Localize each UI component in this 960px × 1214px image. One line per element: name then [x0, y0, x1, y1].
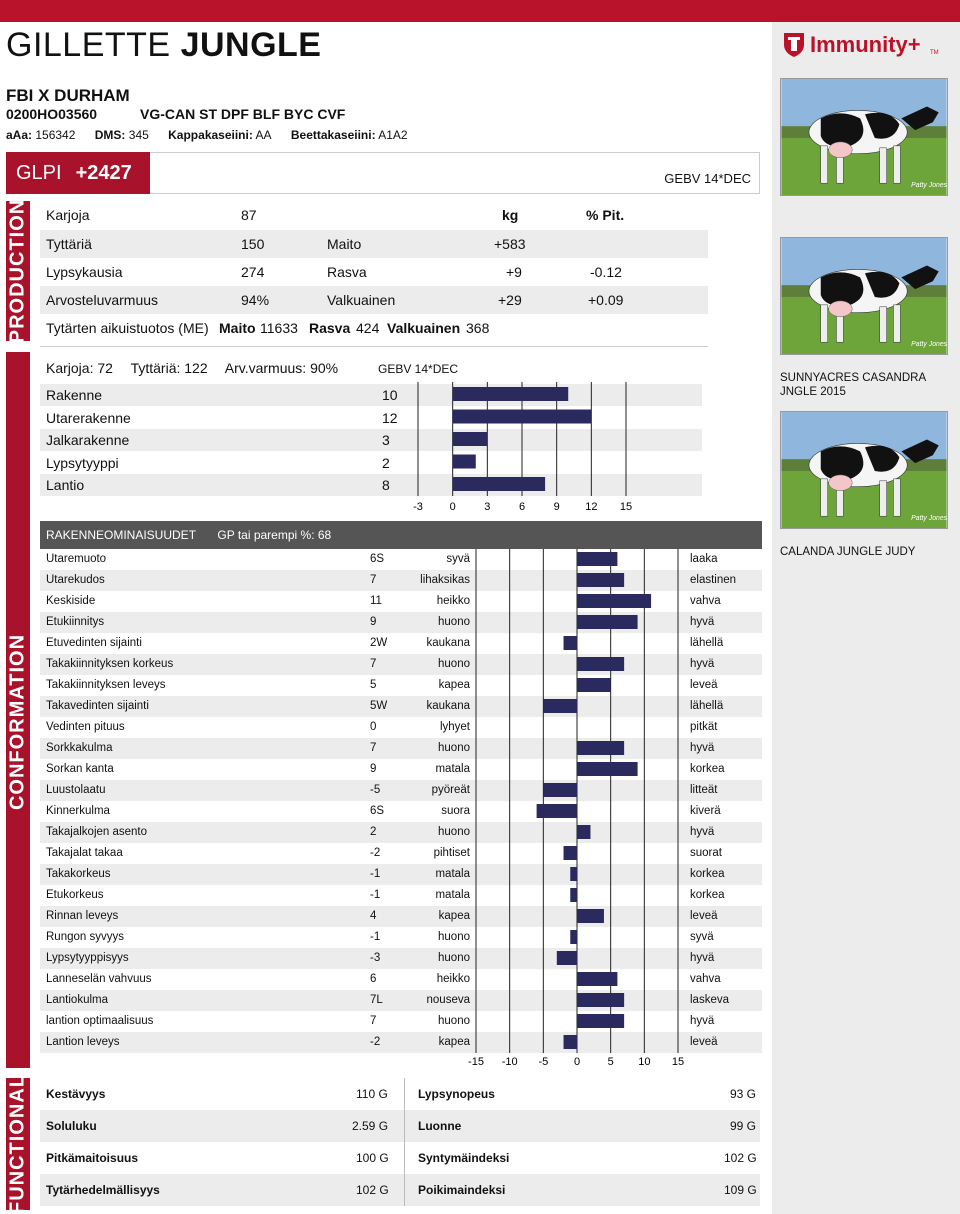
trait-value: -2: [370, 1036, 381, 1048]
row-label: Lypsykausia: [46, 264, 123, 280]
trait-low-label: kapea: [438, 1036, 470, 1048]
trait-value: 9: [370, 763, 377, 775]
trait-bar: [564, 1035, 577, 1049]
trait-name: Sorkan kanta: [46, 763, 114, 775]
type-bar: [453, 410, 592, 424]
dms-label: DMS:: [94, 128, 126, 142]
photo-credit: Patty Jones: [911, 515, 948, 523]
axis-tick-label: 5: [607, 1056, 614, 1068]
pct-header: % Pit.: [586, 207, 625, 223]
functional-row: [40, 1078, 760, 1110]
trait-bar: [570, 867, 577, 881]
herds-label: Karjoja: [46, 207, 90, 223]
linear-traits-chart: [460, 549, 700, 1069]
trait-value: -1: [370, 868, 381, 880]
trait-bar: [537, 804, 577, 818]
photo-column: [772, 22, 960, 1214]
trait-value: 7: [370, 1015, 377, 1027]
me-valk-value: 368: [466, 320, 490, 336]
type-row-value: 3: [382, 432, 390, 448]
type-daughters: Tyttäriä: 122: [130, 360, 208, 376]
trait-value: 11: [370, 595, 382, 607]
trait-name: Takajalkojen asento: [46, 826, 148, 838]
row-label: Arvosteluvarmuus: [46, 292, 159, 308]
func-value: 102 G: [356, 1183, 389, 1197]
axis-tick-label: 0: [573, 1056, 581, 1068]
logo-tm: TM: [930, 50, 939, 56]
type-row-label: Utarerakenne: [46, 410, 131, 426]
trait-label: Valkuainen: [327, 292, 396, 308]
trait-value: 6: [370, 973, 377, 985]
trait-low-label: matala: [435, 889, 470, 901]
trait-name: Utaremuoto: [46, 553, 107, 565]
trait-value: -1: [370, 931, 381, 943]
type-reliability: Arv.varmuus: 90%: [224, 360, 339, 376]
trait-bar: [543, 783, 577, 797]
functional-row: [40, 1142, 760, 1174]
trait-low-label: lihaksikas: [420, 574, 470, 586]
type-bar: [453, 477, 545, 491]
functional-section-label: FUNCTIONAL: [6, 1074, 29, 1214]
pct-value: -0.12: [590, 264, 622, 280]
trait-value: 4: [370, 910, 377, 922]
trait-name: Luustolaatu: [46, 784, 106, 796]
trait-high-label: vahva: [690, 973, 721, 985]
production-row: [40, 286, 708, 314]
trait-high-label: leveä: [690, 1036, 718, 1048]
conformation-title: RAKENNEOMINAISUUDET: [46, 528, 197, 542]
type-row-label: Rakenne: [46, 387, 103, 403]
functional-row: [40, 1174, 760, 1206]
trait-value: 9: [370, 616, 377, 628]
type-bar: [453, 432, 488, 446]
trait-value: -5: [370, 784, 381, 796]
trait-low-label: kaukana: [426, 637, 470, 649]
conformation-title-bar: [40, 521, 762, 549]
func-label: Lypsynopeus: [418, 1087, 495, 1101]
trait-low-label: huono: [438, 742, 470, 754]
kappa-value: AA: [255, 128, 272, 142]
registration-row: [6, 106, 346, 122]
trait-bar: [577, 573, 624, 587]
axis-tick-label: -10: [501, 1056, 518, 1068]
trait-bar: [577, 972, 617, 986]
bull-name: GILLETTE JUNGLE: [6, 26, 322, 64]
trait-low-label: kapea: [438, 910, 470, 922]
kg-value: +583: [494, 236, 526, 252]
trait-bar: [577, 678, 611, 692]
trait-name: Etuvedinten sijainti: [46, 637, 142, 649]
trait-low-label: huono: [438, 658, 470, 670]
trait-bar: [577, 552, 617, 566]
func-value: 93 G: [730, 1087, 757, 1101]
trait-bar: [577, 909, 604, 923]
functional-row: [40, 1110, 760, 1142]
cow-photo: [780, 237, 948, 355]
functional-divider: [404, 1078, 405, 1206]
trait-low-label: heikko: [436, 595, 470, 607]
type-row-value: 12: [382, 410, 398, 426]
me-valk-label: Valkuainen: [387, 320, 461, 336]
photo-caption: SUNNYACRES CASANDRA JNGLE 2015: [780, 372, 926, 398]
trait-name: lantion optimaalisuus: [46, 1015, 154, 1027]
trait-name: Etukiinnitys: [46, 616, 105, 628]
trait-high-label: laskeva: [690, 994, 729, 1006]
trait-low-label: matala: [435, 763, 470, 775]
axis-tick-label: 6: [518, 501, 526, 513]
brand-logo: [782, 30, 952, 58]
me-rasva-value: 424: [356, 320, 380, 336]
trait-bar: [557, 951, 577, 965]
type-bar: [453, 387, 569, 401]
photo-credit: Patty Jones: [911, 341, 948, 349]
axis-tick-label: 10: [638, 1056, 651, 1068]
glpi-badge: [6, 152, 150, 194]
trait-low-label: pyöreät: [431, 784, 470, 796]
beta-value: A1A2: [378, 128, 408, 142]
trait-bar: [577, 762, 638, 776]
axis-tick-label: 0: [449, 501, 456, 513]
func-label: Soluluku: [46, 1119, 97, 1133]
classification: VG-CAN ST DPF BLF BYC CVF: [140, 106, 346, 122]
trait-value: 2: [370, 826, 377, 838]
genetic-info-row: [6, 128, 424, 142]
trait-bar: [577, 615, 638, 629]
trait-label: Maito: [327, 236, 362, 252]
axis-tick-label: 15: [619, 501, 633, 513]
photo-credit: Patty Jones: [911, 182, 948, 190]
trait-name: Sorkkakulma: [46, 742, 113, 754]
trait-value: 7L: [370, 994, 383, 1006]
aaa-value: 156342: [35, 128, 76, 142]
trait-low-label: suora: [441, 805, 470, 817]
dms-value: 345: [128, 128, 149, 142]
row-value: 94%: [241, 292, 270, 308]
production-row: [40, 258, 708, 286]
trait-low-label: pihtiset: [433, 847, 470, 859]
func-label: Syntymäindeksi: [418, 1151, 510, 1165]
trait-value: 6S: [370, 805, 385, 817]
trait-bar: [577, 657, 624, 671]
me-maito-value: 11633: [260, 320, 298, 336]
beta-label: Beettakaseiini:: [290, 128, 376, 142]
trait-bar: [577, 1014, 624, 1028]
divider: [40, 346, 708, 347]
logo-text: Immunity+: [810, 32, 921, 57]
func-value: 110 G: [356, 1087, 388, 1101]
type-row-value: 2: [382, 455, 390, 471]
func-label: Poikimaindeksi: [418, 1183, 506, 1197]
trait-high-label: hyvä: [690, 826, 715, 838]
me-row: [40, 314, 708, 342]
axis-tick-label: 3: [484, 501, 491, 513]
cow-photo: [780, 78, 948, 196]
trait-name: Lanneselän vahvuus: [46, 973, 152, 985]
trait-name: Kinnerkulma: [46, 805, 110, 817]
trait-high-label: hyvä: [690, 616, 715, 628]
trait-name: Takakorkeus: [46, 868, 111, 880]
trait-value: 7: [370, 574, 377, 586]
type-herds: Karjoja: 72: [46, 360, 113, 376]
trait-value: 5W: [370, 700, 388, 712]
trait-bar: [570, 930, 577, 944]
row-value: 150: [241, 236, 265, 252]
trait-value: 2W: [370, 637, 388, 649]
trait-value: 0: [370, 721, 377, 733]
func-value: 102 G: [724, 1151, 757, 1165]
trait-bar: [543, 699, 577, 713]
trait-value: -3: [370, 952, 381, 964]
kappa-label: Kappakaseiini:: [168, 128, 253, 142]
production-section-label: PRODUCTION: [6, 198, 29, 344]
top-accent-bar: [0, 0, 960, 22]
trait-high-label: laaka: [690, 553, 718, 565]
axis-tick-label: -3: [413, 501, 423, 513]
type-row-label: Lypsytyyppi: [46, 455, 119, 471]
trait-value: 7: [370, 742, 377, 754]
trait-name: Takajalat takaa: [46, 847, 123, 859]
func-value: 109 G: [724, 1183, 757, 1197]
trait-value: 7: [370, 658, 377, 670]
pct-value: +0.09: [588, 292, 624, 308]
trait-low-label: huono: [438, 931, 470, 943]
trait-high-label: vahva: [690, 595, 721, 607]
glpi-value: +2427: [75, 162, 132, 184]
trait-high-label: elastinen: [690, 574, 737, 586]
trait-low-label: huono: [438, 1015, 470, 1027]
trait-name: Takakiinnityksen korkeus: [46, 658, 174, 670]
trait-name: Rungon syvyys: [46, 931, 124, 943]
trait-high-label: litteät: [690, 784, 718, 796]
pedigree: FBI X DURHAM: [6, 86, 130, 105]
trait-high-label: korkea: [690, 889, 725, 901]
me-label: Tytärten aikuistuotos (ME): [46, 320, 209, 336]
trait-label: Rasva: [327, 264, 367, 280]
type-gebv: GEBV 14*DEC: [378, 362, 459, 376]
type-row-label: Lantio: [46, 477, 85, 493]
trait-low-label: huono: [438, 616, 470, 628]
trait-high-label: leveä: [690, 679, 718, 691]
glpi-label: GLPI: [16, 162, 62, 184]
trait-name: Lypsytyyppisyys: [46, 952, 129, 964]
trait-name: Utarekudos: [46, 574, 105, 586]
photo-caption: CALANDA JUNGLE JUDY: [780, 546, 916, 558]
axis-tick-label: 9: [553, 501, 560, 513]
cow-photo: [780, 411, 948, 529]
trait-low-label: huono: [438, 952, 470, 964]
func-label: Kestävyys: [46, 1087, 106, 1101]
trait-bar: [570, 888, 577, 902]
trait-value: -2: [370, 847, 381, 859]
reg-id: 0200HO03560: [6, 106, 98, 122]
trait-name: Keskiside: [46, 595, 96, 607]
me-rasva-label: Rasva: [309, 320, 351, 336]
functional-sidebar: [6, 1074, 30, 1214]
trait-bar: [577, 993, 624, 1007]
me-maito-label: Maito: [219, 320, 256, 336]
gebv-tag: GEBV 14*DEC: [664, 171, 751, 186]
trait-bar: [564, 636, 577, 650]
kg-value: +9: [506, 264, 522, 280]
trait-high-label: leveä: [690, 910, 718, 922]
type-summary-header: [46, 360, 352, 376]
trait-value: -1: [370, 889, 381, 901]
kg-header: kg: [502, 207, 519, 223]
kg-value: +29: [498, 292, 522, 308]
production-sidebar: [6, 198, 30, 344]
func-value: 99 G: [730, 1119, 757, 1133]
trait-name: Vedinten pituus: [46, 721, 125, 733]
trait-high-label: hyvä: [690, 952, 715, 964]
trait-low-label: syvä: [446, 553, 470, 565]
trait-name: Lantiokulma: [46, 994, 109, 1006]
index-box: [6, 152, 760, 194]
trait-bar: [577, 594, 651, 608]
trait-high-label: pitkät: [690, 721, 718, 733]
trait-value: 5: [370, 679, 377, 691]
row-value: 274: [241, 264, 265, 280]
trait-bar: [564, 846, 577, 860]
production-row: [40, 230, 708, 258]
trait-low-label: lyhyet: [439, 721, 470, 733]
aaa-label: aAa:: [6, 128, 33, 142]
trait-high-label: suorat: [690, 847, 722, 859]
trait-bar: [577, 825, 590, 839]
trait-name: Takavedinten sijainti: [46, 700, 149, 712]
trait-low-label: huono: [438, 826, 470, 838]
trait-high-label: hyvä: [690, 658, 715, 670]
row-label: Tyttäriä: [46, 236, 92, 252]
axis-tick-label: -15: [468, 1056, 484, 1068]
trait-high-label: syvä: [690, 931, 714, 943]
trait-value: 6S: [370, 553, 385, 565]
trait-name: Etukorkeus: [46, 889, 104, 901]
trait-high-label: lähellä: [690, 637, 724, 649]
trait-name: Lantion leveys: [46, 1036, 120, 1048]
production-header-row: [40, 201, 708, 229]
trait-low-label: kapea: [438, 679, 470, 691]
conformation-sidebar: [6, 352, 30, 1068]
trait-high-label: kiverä: [690, 805, 721, 817]
type-bar: [453, 455, 476, 469]
trait-high-label: lähellä: [690, 700, 724, 712]
trait-high-label: hyvä: [690, 1015, 715, 1027]
axis-tick-label: 12: [585, 501, 598, 513]
type-row-label: Jalkarakenne: [46, 432, 130, 448]
trait-low-label: heikko: [436, 973, 470, 985]
trait-high-label: korkea: [690, 868, 725, 880]
trait-bar: [577, 741, 624, 755]
trait-high-label: hyvä: [690, 742, 715, 754]
type-row-value: 10: [382, 387, 398, 403]
trait-low-label: nouseva: [426, 994, 470, 1006]
type-summary-chart: [400, 380, 650, 515]
axis-tick-label: -5: [538, 1056, 549, 1068]
gp-label: GP tai parempi %: 68: [217, 528, 332, 542]
trait-name: Takakiinnityksen leveys: [46, 679, 166, 691]
conformation-section-label: CONFORMATION: [6, 633, 29, 811]
axis-tick-label: 15: [671, 1056, 685, 1068]
trait-low-label: matala: [435, 868, 470, 880]
func-label: Tytärhedelmällisyys: [46, 1183, 160, 1197]
herds-value: 87: [241, 207, 257, 223]
func-value: 2.59 G: [352, 1119, 389, 1133]
trait-high-label: korkea: [690, 763, 725, 775]
func-label: Luonne: [418, 1119, 462, 1133]
type-row-value: 8: [382, 477, 390, 493]
func-value: 100 G: [356, 1151, 389, 1165]
trait-low-label: kaukana: [426, 700, 470, 712]
func-label: Pitkämaitoisuus: [46, 1151, 139, 1165]
trait-name: Rinnan leveys: [46, 910, 119, 922]
